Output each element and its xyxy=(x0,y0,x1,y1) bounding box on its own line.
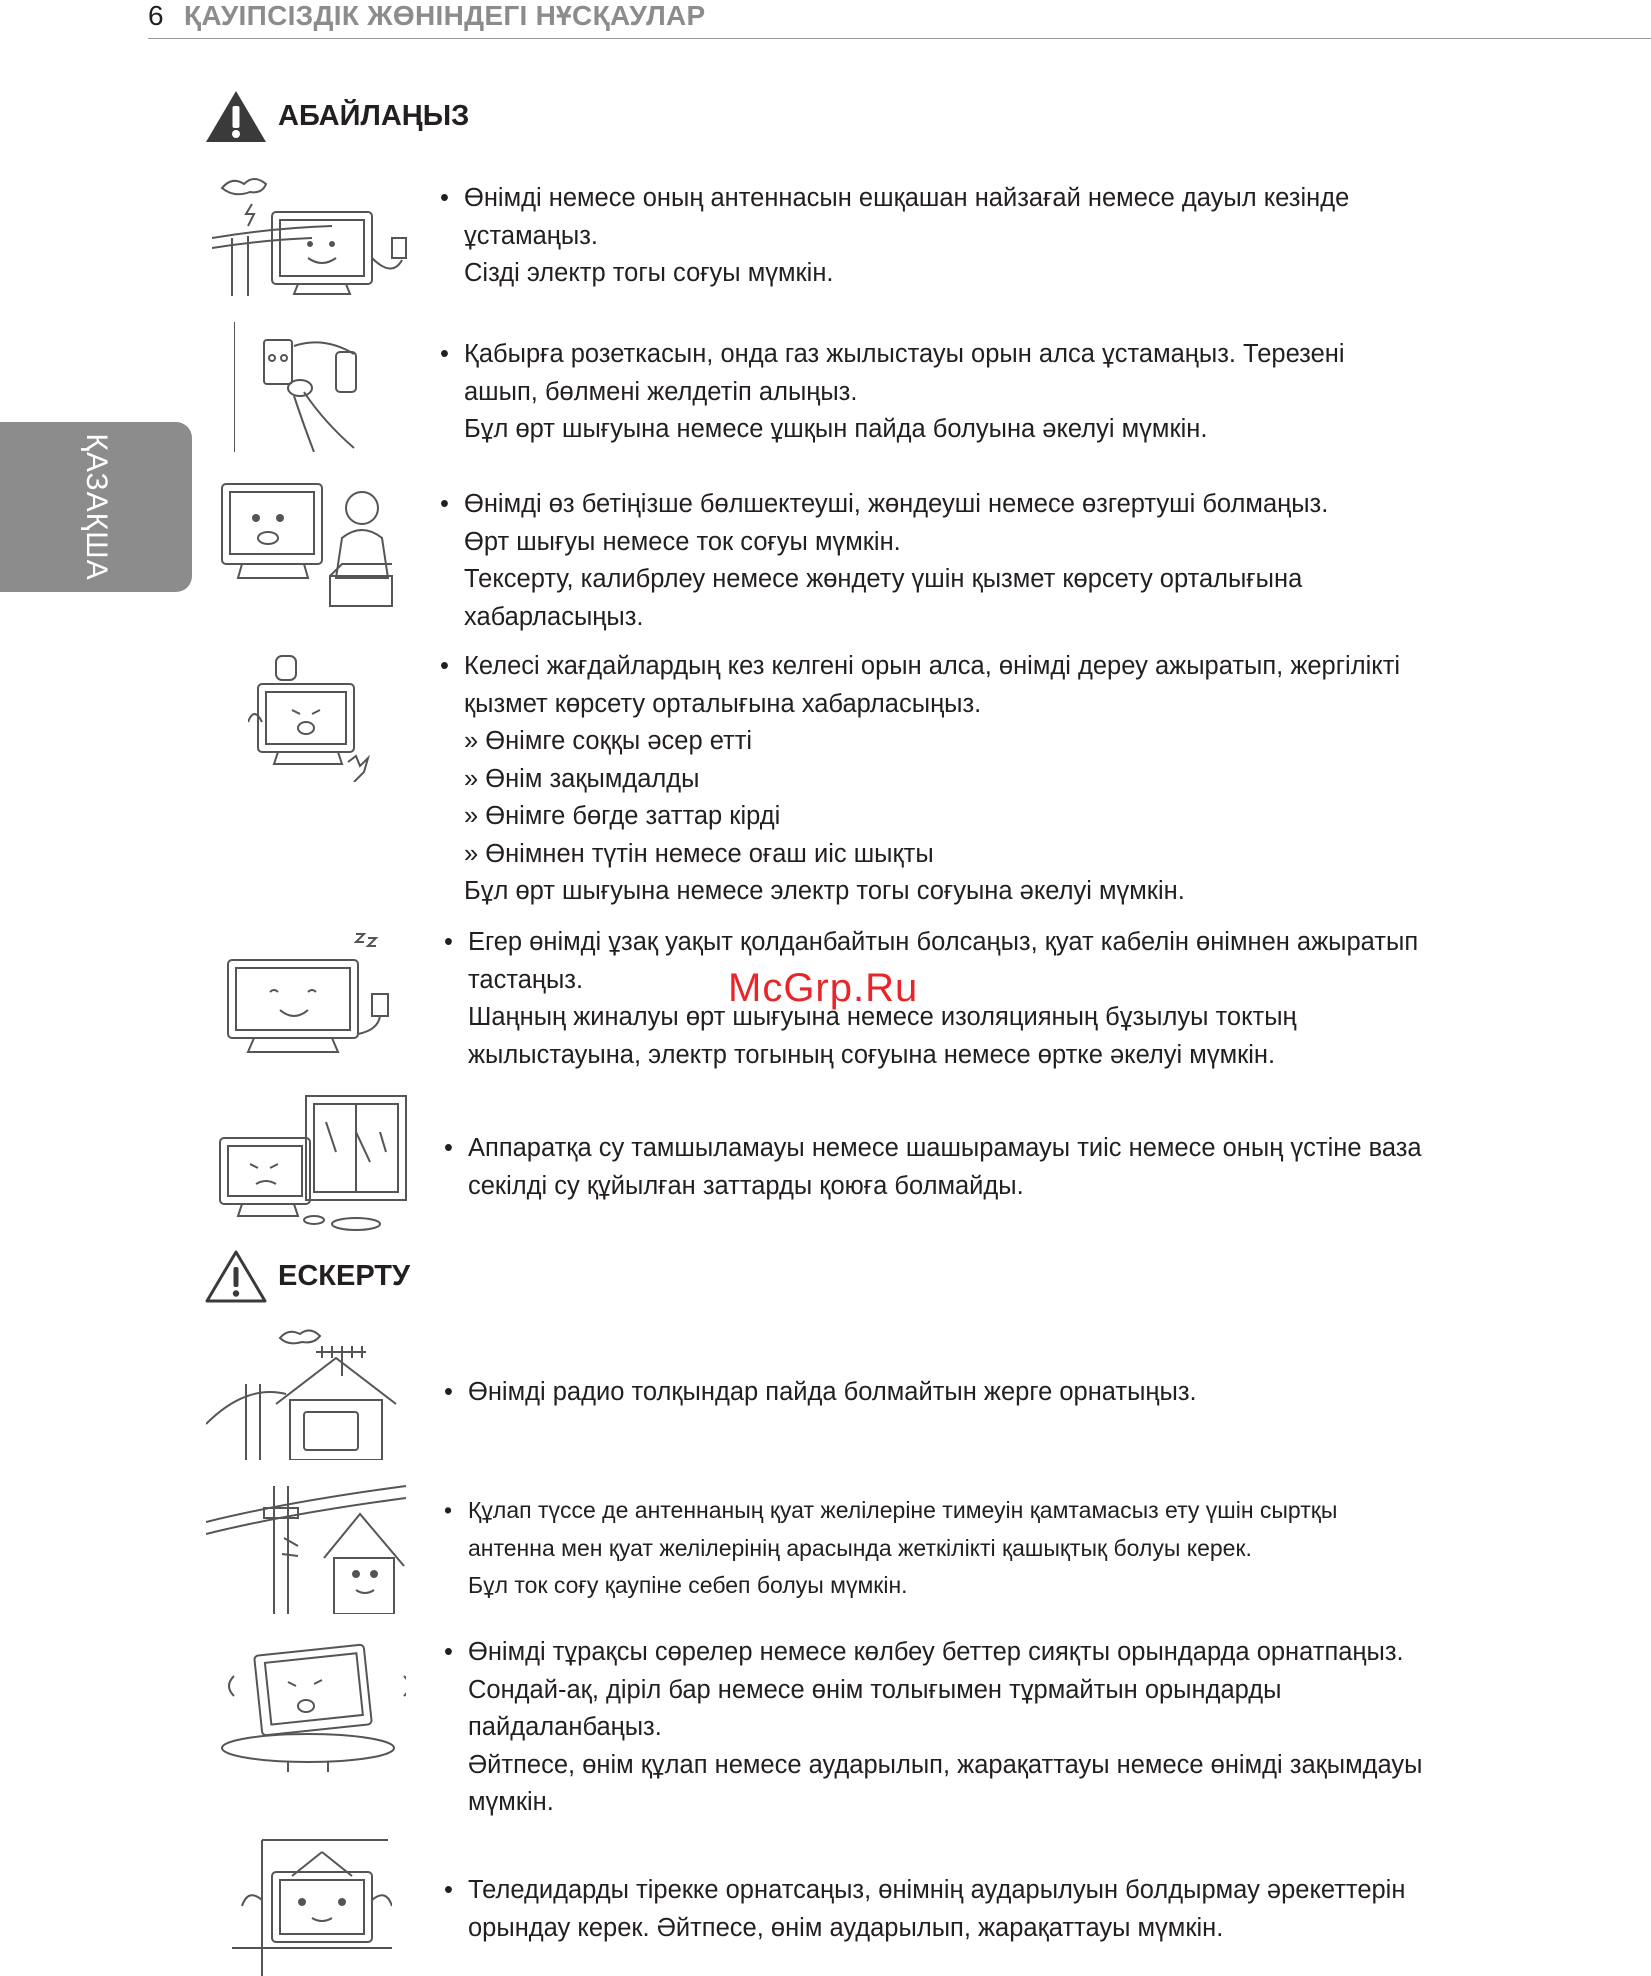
house-antenna-illustration xyxy=(206,1324,412,1460)
bullet: • xyxy=(444,928,453,956)
gas-leak-illustration xyxy=(234,322,374,452)
instruction-item xyxy=(444,924,1644,1074)
item-line: хабарласыңыз. xyxy=(464,602,644,631)
item-line: Шаңның жиналуы өрт шығуына немесе изоляцияның бұзылуы токтың xyxy=(468,1003,1297,1031)
item-line: пайдаланбаңыз. xyxy=(468,1713,662,1741)
item-line: » Өнімге соққы әсер етті xyxy=(464,727,753,755)
item-line: Тексерту, калибрлеу немесе жөндету үшін қызмет көрсету орталығына xyxy=(464,565,1303,593)
wall-mount-illustration xyxy=(232,1836,392,1976)
language-label: ҚАЗАҚША xyxy=(80,433,113,581)
instruction-item xyxy=(440,648,1640,911)
instruction-item xyxy=(444,1492,1644,1605)
item-line: антенна мен қуат желілерінің арасында жеткілікті қашықтық болуы керек. xyxy=(468,1534,1252,1561)
item-line: ұстамаңыз. xyxy=(464,221,598,250)
page-header xyxy=(148,0,1651,39)
unstable-surface-illustration xyxy=(218,1636,406,1776)
tv-storm-illustration xyxy=(212,168,412,298)
item-line: Аппаратқа су тамшыламауы немесе шашырамауы тиіс немесе оның үстіне ваза xyxy=(468,1134,1422,1162)
caution-title: ЕСКЕРТУ xyxy=(278,1259,411,1292)
item-line: Әйтпесе, өнім құлап немесе аударылып, жарақаттауы немесе өнімді зақымдауы xyxy=(468,1750,1423,1779)
bullet: • xyxy=(444,1134,453,1162)
item-line: » Өнімге бөгде заттар кірді xyxy=(464,802,781,830)
item-line: Сізді электр тогы соғуы мүмкін. xyxy=(464,259,834,287)
language-side-tab xyxy=(0,422,192,592)
item-line: Өнімді радио толқындар пайда болмайтын жерге орнатыңыз. xyxy=(468,1378,1197,1406)
instruction-item xyxy=(444,1130,1644,1205)
instruction-item xyxy=(440,180,1640,293)
item-line: Өнімді немесе оның антеннасын ешқашан найзағай немесе дауыл кезінде xyxy=(464,184,1350,212)
bullet: • xyxy=(444,1378,453,1406)
item-line: Қабырға розеткасын, онда газ жылыстауы орын алса ұстамаңыз. Терезені xyxy=(464,340,1345,368)
warning-triangle-icon xyxy=(204,88,268,144)
power-line-illustration xyxy=(206,1482,412,1614)
item-line: Құлап түссе де антеннаның қуат желілеріне тимеуін қамтамасыз ету үшін сыртқы xyxy=(468,1497,1338,1523)
page-title: ҚАУІПСІЗДІК ЖӨНІНДЕГІ НҰСҚАУЛАР xyxy=(184,0,706,31)
item-line: Сондай-ақ, діріл бар немесе өнім толығымен тұрмайтын орындарды xyxy=(468,1675,1282,1704)
caution-triangle-icon xyxy=(204,1248,268,1304)
item-line: » Өнімнен түтін немесе оғаш иіс шықты xyxy=(464,839,934,868)
caution-heading xyxy=(204,1248,410,1304)
item-line: жылыстауына, электр тогының соғуына немесе өртке әкелуі мүмкін. xyxy=(468,1040,1276,1069)
item-line: Өнімді тұрақсы сөрелер немесе көлбеу беттер сияқты орындарда орнатпаңыз. xyxy=(468,1638,1404,1666)
item-line: секілді су құйылған заттарды қоюға болмайды. xyxy=(468,1171,1024,1200)
item-line: орындау керек. Әйтпесе, өнім аударылып, жарақаттауы мүмкін. xyxy=(468,1913,1224,1942)
warning-heading xyxy=(204,88,469,144)
item-line: Келесі жағдайлардың кез келгені орын алса, өнімді дереу ажыратып, жергілікті xyxy=(464,652,1401,680)
item-line: Егер өнімді ұзақ уақыт қолданбайтын болсаңыз, қуат кабелін өнімнен ажыратып xyxy=(468,928,1419,956)
repair-illustration xyxy=(212,480,412,610)
warning-title: АБАЙЛАҢЫЗ xyxy=(278,99,470,132)
bullet: • xyxy=(440,184,449,212)
item-line: мүмкін. xyxy=(468,1788,554,1816)
item-line: Өнімді өз бетіңізше бөлшектеуші, жөндеуші немесе өзгертуші болмаңыз. xyxy=(464,490,1329,518)
item-line: ашып, бөлмені желдетіп алыңыз. xyxy=(464,377,858,406)
bullet: • xyxy=(440,652,449,680)
item-line: Өрт шығуы немесе ток соғуы мүмкін. xyxy=(464,527,901,556)
instruction-item xyxy=(444,1872,1644,1947)
item-line: қызмет көрсету орталығына хабарласыңыз. xyxy=(464,689,982,718)
item-line: » Өнім зақымдалды xyxy=(464,764,700,793)
bullet: • xyxy=(444,1638,453,1666)
instruction-item xyxy=(440,336,1640,449)
item-line: Бұл өрт шығуына немесе электр тогы соғуына әкелуі мүмкін. xyxy=(464,877,1185,905)
item-line: тастаңыз. xyxy=(468,965,584,994)
water-vase-illustration xyxy=(206,1092,412,1232)
damaged-tv-illustration xyxy=(248,652,378,782)
bullet: • xyxy=(444,1497,453,1523)
bullet: • xyxy=(444,1876,453,1904)
page-number: 6 xyxy=(148,0,164,31)
watermark: McGrp.Ru xyxy=(728,966,919,1010)
item-line: Теледидарды тірекке орнатсаңыз, өнімнің аударылуын болдырмау әрекеттерін xyxy=(468,1876,1406,1904)
bullet: • xyxy=(440,340,449,368)
item-line: Бұл өрт шығуына немесе ұшқын пайда болуына әкелуі мүмкін. xyxy=(464,415,1208,443)
bullet: • xyxy=(440,490,449,518)
instruction-item xyxy=(444,1634,1644,1822)
unplug-illustration xyxy=(224,930,394,1054)
instruction-item xyxy=(440,486,1640,636)
instruction-item xyxy=(444,1374,1644,1412)
item-line: Бұл ток соғу қаупіне себеп болуы мүмкін. xyxy=(468,1572,908,1598)
